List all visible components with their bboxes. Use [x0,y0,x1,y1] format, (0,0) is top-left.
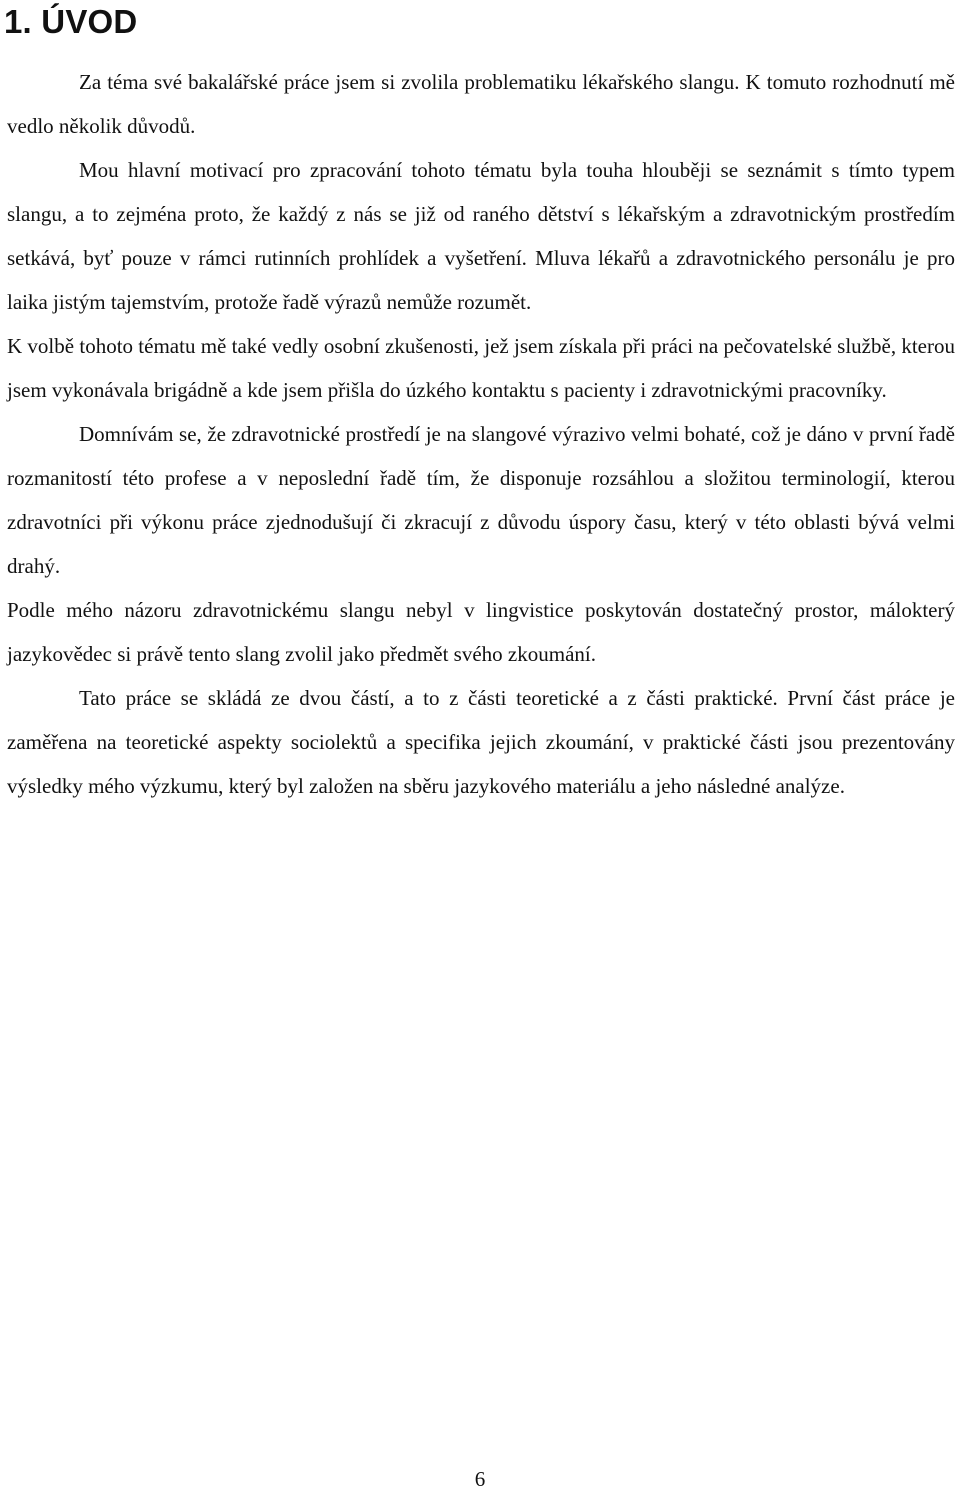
paragraph-linguistics-gap: Podle mého názoru zdravotnickému slangu nebyl v lingvistice poskytován dostatečný prostor, málokterý jazykovědec si právě tento slang zvolil jako předmět svého zkoumání. [7,598,955,666]
chapter-body [7,60,955,808]
paragraph-medical-environment: Domnívám se, že zdravotnické prostředí je na slangové výrazivo velmi bohaté, což je dáno v první řadě rozmanitostí této profese a v neposlední řadě tím, že disponuje rozsáhlou a složitou terminologií, kterou zdravotníci při výkonu práce zjednodušují či zkracují z důvodu úspory času, který v této oblasti bývá velmi drahý. [7,422,955,578]
paragraph-thesis-structure: Tato práce se skládá ze dvou částí, a to z části teoretické a z části praktické. První část práce je zaměřena na teoretické aspekty sociolektů a specifika jejich zkoumání, v praktické části jsou prezentovány výsledky mého výzkumu, který byl založen na sběru jazykového materiálu a jeho následné analýze. [7,686,955,798]
paragraph-topic-choice: Za téma své bakalářské práce jsem si zvolila problematiku lékařského slangu. K tomuto rozhodnutí mě vedlo několik důvodů. [7,70,955,138]
chapter-heading: 1. ÚVOD [4,3,138,40]
paragraph-motivation: Mou hlavní motivací pro zpracování tohoto tématu byla touha hlouběji se seznámit s tímto typem slangu, a to zejména proto, že každý z nás se již od raného dětství s lékařským a zdravotnickým prostředím setkává, byť pouze v rámci rutinních prohlídek a vyšetření. Mluva lékařů a zdravotnického personálu je pro laika jistým tajemstvím, protože řadě výrazů nemůže rozumět. [7,158,955,314]
page-number: 6 [474,1467,486,1491]
paragraph-personal-experience: K volbě tohoto tématu mě také vedly osobní zkušenosti, jež jsem získala při práci na pečovatelské službě, kterou jsem vykonávala brigádně a kde jsem přišla do úzkého kontaktu s pacienty i zdravotnickými pracovníky. [7,334,955,402]
